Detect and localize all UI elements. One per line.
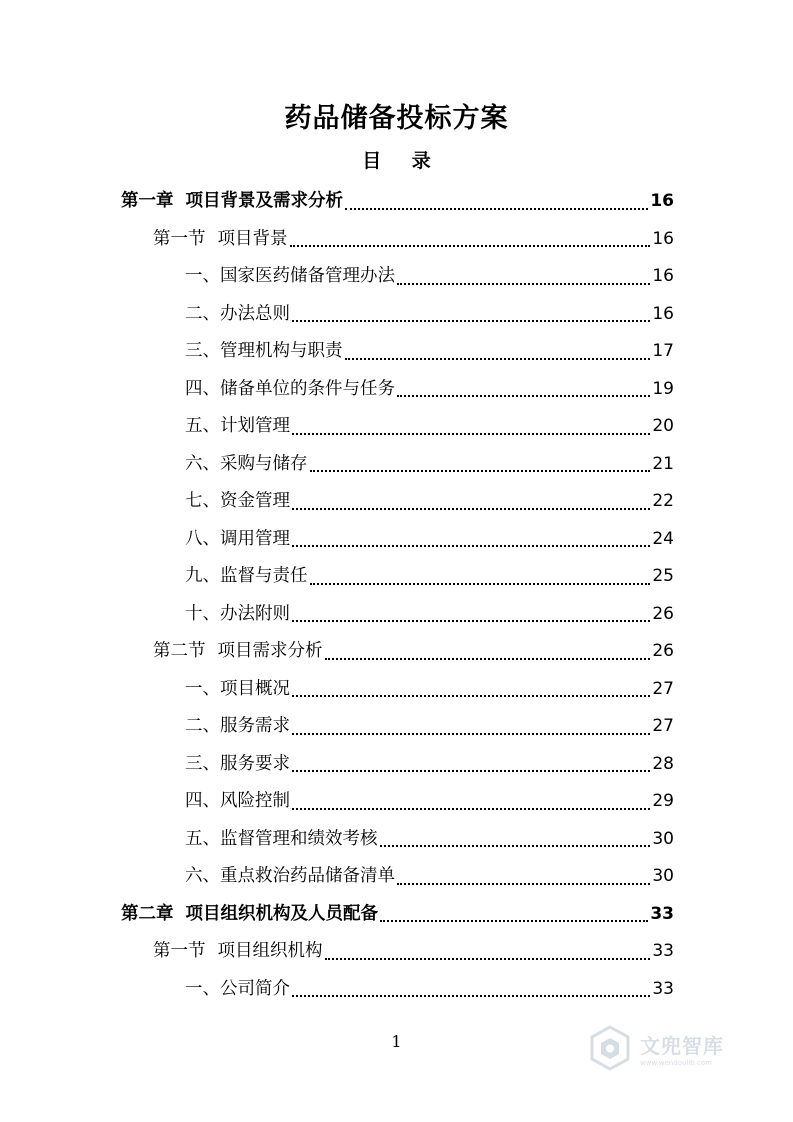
toc-entry-item[interactable] bbox=[121, 746, 674, 784]
toc-leader bbox=[397, 395, 650, 397]
toc-entry-page: 20 bbox=[652, 416, 674, 436]
toc-entry-number: 七、 bbox=[185, 491, 220, 511]
toc-entry-title: 公司简介 bbox=[220, 978, 290, 999]
toc-leader bbox=[380, 920, 648, 922]
toc-entry-item[interactable] bbox=[121, 971, 674, 1009]
toc-entry-page: 17 bbox=[652, 341, 674, 361]
toc-entry-item[interactable] bbox=[121, 371, 674, 409]
toc-leader bbox=[292, 508, 650, 510]
toc-leader bbox=[345, 208, 648, 210]
toc-entry-title: 监督管理和绩效考核 bbox=[220, 828, 378, 849]
toc-entry-number: 一、 bbox=[185, 266, 220, 286]
toc-leader bbox=[292, 545, 650, 547]
toc-entry-page: 30 bbox=[652, 866, 674, 886]
toc-heading: 目 录 bbox=[362, 150, 443, 172]
toc-entry-chapter[interactable] bbox=[121, 183, 674, 221]
toc-entry-item[interactable] bbox=[121, 671, 674, 709]
toc-entry-title: 储备单位的条件与任务 bbox=[220, 378, 395, 399]
toc-entry-title: 监督与责任 bbox=[220, 566, 308, 586]
toc-entry-page: 30 bbox=[652, 828, 674, 849]
toc-entry-page: 22 bbox=[652, 491, 674, 511]
toc-entry-page: 27 bbox=[652, 716, 674, 736]
toc-entry-number: 第一节 bbox=[153, 941, 206, 961]
toc-entry-number: 五、 bbox=[185, 828, 220, 849]
toc-entry-item[interactable] bbox=[121, 446, 674, 484]
toc-leader bbox=[292, 433, 650, 435]
toc-entry-page: 16 bbox=[650, 191, 674, 211]
toc-entry-page: 33 bbox=[650, 903, 674, 924]
toc-entry-number: 二、 bbox=[185, 303, 220, 324]
toc-entry-number: 一、 bbox=[185, 978, 220, 999]
toc-entry-number: 六、 bbox=[185, 453, 220, 474]
toc-entry-number: 五、 bbox=[185, 416, 220, 436]
toc-entry-page: 16 bbox=[652, 228, 674, 249]
toc-entry-number: 三、 bbox=[185, 341, 220, 361]
toc-entry-item[interactable] bbox=[121, 558, 674, 596]
table-of-contents bbox=[121, 183, 674, 1008]
toc-leader bbox=[292, 995, 650, 997]
toc-leader bbox=[290, 245, 651, 247]
toc-entry-page: 16 bbox=[652, 266, 674, 286]
toc-leader bbox=[292, 620, 650, 622]
toc-entry-title: 重点救治药品储备清单 bbox=[220, 866, 395, 886]
toc-entry-number: 六、 bbox=[185, 866, 220, 886]
toc-entry-title: 办法总则 bbox=[220, 303, 290, 324]
toc-leader bbox=[325, 958, 651, 960]
toc-entry-title: 项目背景及需求分析 bbox=[185, 191, 343, 211]
watermark bbox=[586, 1020, 756, 1076]
toc-entry-page: 33 bbox=[652, 941, 674, 961]
page-number: 1 bbox=[391, 1032, 402, 1051]
toc-entry-item[interactable] bbox=[121, 596, 674, 634]
toc-entry-number: 十、 bbox=[185, 603, 220, 624]
toc-entry-number: 四、 bbox=[185, 378, 220, 399]
toc-entry-item[interactable] bbox=[121, 483, 674, 521]
wendou-logo-icon bbox=[586, 1024, 634, 1072]
toc-entry-item[interactable] bbox=[121, 521, 674, 559]
toc-entry-number: 第二节 bbox=[153, 641, 206, 661]
toc-entry-number: 第一章 bbox=[121, 191, 174, 211]
toc-leader bbox=[397, 883, 650, 885]
watermark-brand: 文兜智库 bbox=[640, 1033, 724, 1058]
toc-entry-title: 调用管理 bbox=[220, 528, 290, 549]
toc-entry-item[interactable] bbox=[121, 333, 674, 371]
toc-entry-page: 28 bbox=[652, 753, 674, 774]
toc-entry-title: 风险控制 bbox=[220, 791, 290, 811]
toc-entry-section[interactable] bbox=[121, 221, 674, 259]
toc-entry-page: 29 bbox=[652, 791, 674, 811]
toc-entry-title: 管理机构与职责 bbox=[220, 341, 343, 361]
toc-entry-section[interactable] bbox=[121, 633, 674, 671]
toc-entry-item[interactable] bbox=[121, 296, 674, 334]
toc-entry-title: 项目组织机构及人员配备 bbox=[185, 903, 378, 924]
toc-leader bbox=[292, 808, 650, 810]
toc-entry-page: 26 bbox=[652, 641, 674, 661]
toc-entry-number: 第一节 bbox=[153, 228, 206, 249]
toc-entry-chapter[interactable] bbox=[121, 896, 674, 934]
toc-leader bbox=[292, 695, 650, 697]
toc-entry-number: 三、 bbox=[185, 753, 220, 774]
toc-entry-page: 24 bbox=[652, 528, 674, 549]
toc-entry-section[interactable] bbox=[121, 933, 674, 971]
toc-entry-page: 33 bbox=[652, 978, 674, 999]
toc-leader bbox=[292, 770, 650, 772]
toc-entry-number: 第二章 bbox=[121, 903, 174, 924]
toc-entry-page: 25 bbox=[652, 566, 674, 586]
toc-entry-item[interactable] bbox=[121, 258, 674, 296]
toc-entry-title: 服务要求 bbox=[220, 753, 290, 774]
toc-leader bbox=[397, 283, 650, 285]
toc-leader bbox=[325, 658, 651, 660]
toc-entry-title: 资金管理 bbox=[220, 491, 290, 511]
toc-entry-title: 计划管理 bbox=[220, 416, 290, 436]
toc-entry-title: 项目背景 bbox=[217, 228, 288, 249]
toc-leader bbox=[310, 470, 651, 472]
toc-entry-item[interactable] bbox=[121, 821, 674, 859]
toc-entry-title: 采购与储存 bbox=[220, 453, 308, 474]
toc-entry-number: 九、 bbox=[185, 566, 220, 586]
toc-entry-item[interactable] bbox=[121, 783, 674, 821]
toc-entry-item[interactable] bbox=[121, 858, 674, 896]
toc-leader bbox=[292, 733, 650, 735]
toc-leader bbox=[345, 358, 651, 360]
document-title: 药品储备投标方案 bbox=[284, 103, 509, 134]
toc-entry-title: 项目需求分析 bbox=[217, 641, 323, 661]
toc-entry-page: 27 bbox=[652, 678, 674, 699]
toc-leader bbox=[292, 320, 650, 322]
toc-entry-page: 26 bbox=[652, 603, 674, 624]
toc-entry-title: 服务需求 bbox=[220, 716, 290, 736]
toc-entry-title: 项目概况 bbox=[220, 678, 290, 699]
toc-leader bbox=[310, 583, 651, 585]
watermark-url: www.wendoulib.com bbox=[640, 1058, 712, 1067]
toc-entry-title: 项目组织机构 bbox=[217, 941, 323, 961]
toc-entry-title: 国家医药储备管理办法 bbox=[220, 266, 395, 286]
toc-entry-title: 办法附则 bbox=[220, 603, 290, 624]
toc-entry-page: 19 bbox=[652, 378, 674, 399]
toc-entry-number: 二、 bbox=[185, 716, 220, 736]
toc-entry-page: 21 bbox=[652, 453, 674, 474]
toc-leader bbox=[380, 845, 651, 847]
toc-entry-item[interactable] bbox=[121, 408, 674, 446]
toc-entry-number: 四、 bbox=[185, 791, 220, 811]
toc-entry-page: 16 bbox=[652, 303, 674, 324]
toc-entry-item[interactable] bbox=[121, 708, 674, 746]
toc-entry-number: 八、 bbox=[185, 528, 220, 549]
toc-entry-number: 一、 bbox=[185, 678, 220, 699]
